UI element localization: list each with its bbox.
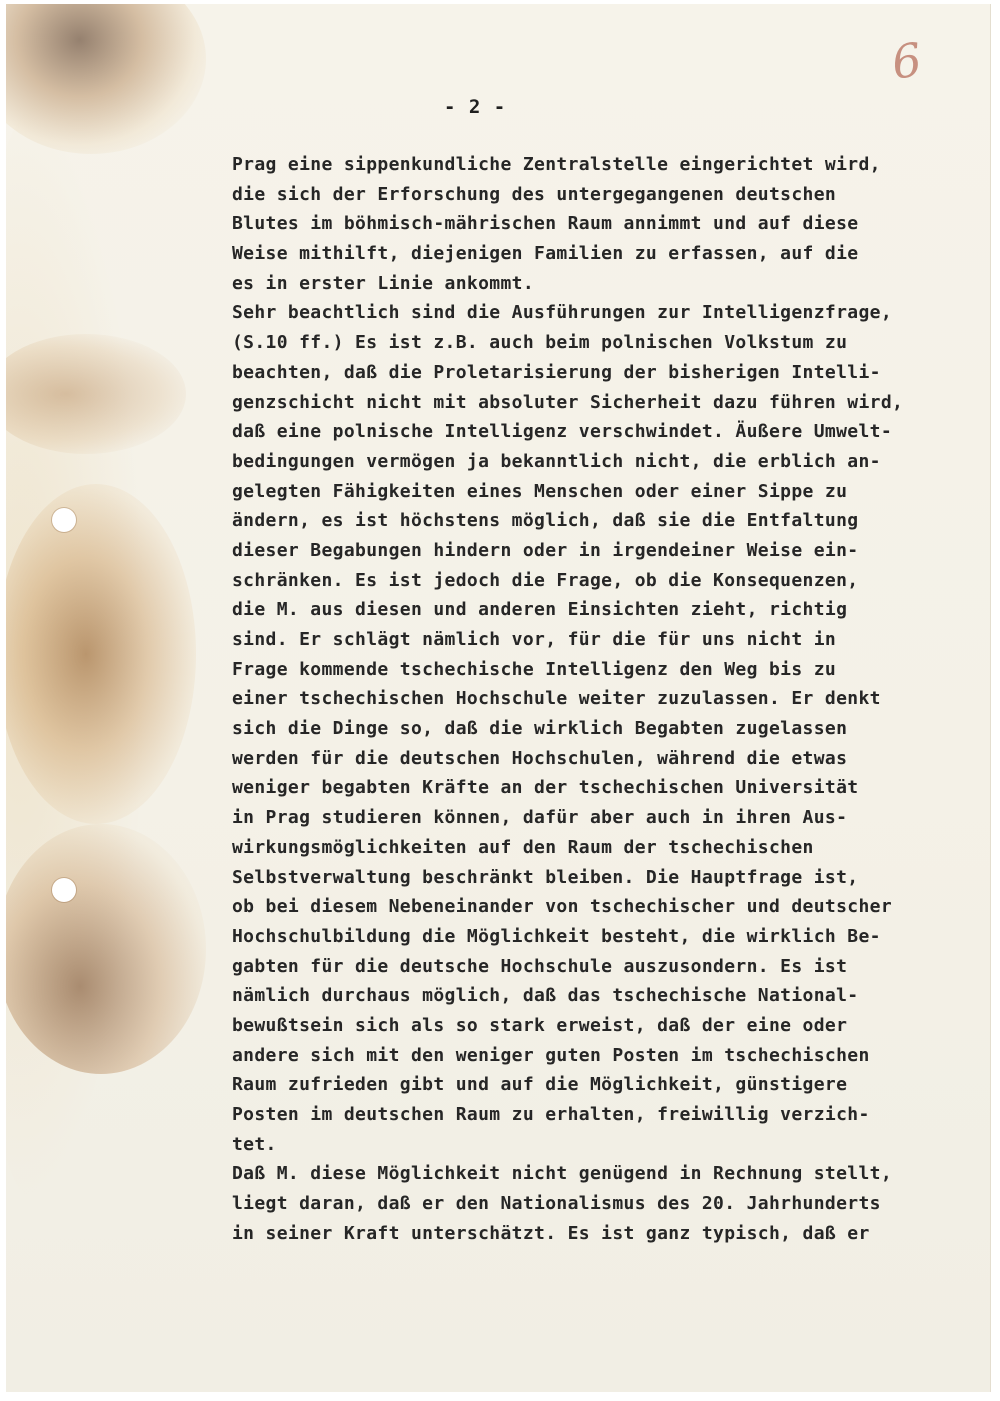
text-line: in Prag studieren können, dafür aber auch in ihren Aus-	[232, 807, 848, 829]
text-line: ob bei diesem Nebeneinander von tschechischer und deutscher	[232, 896, 893, 918]
text-line: Hochschulbildung die Möglichkeit besteht, die wirklich Be-	[232, 925, 881, 947]
punch-hole-upper	[52, 508, 76, 532]
text-line: schränken. Es ist jedoch die Frage, ob die Konsequenzen,	[232, 569, 859, 591]
text-line: einer tschechischen Hochschule weiter zuzulassen. Er denkt	[232, 688, 881, 710]
text-line: die M. aus diesen und anderen Einsichten zieht, richtig	[232, 599, 848, 621]
text-line: es in erster Linie ankommt.	[232, 272, 535, 294]
document-page	[6, 4, 991, 1392]
text-line: Frage kommende tschechische Intelligenz den Weg bis zu	[232, 658, 837, 680]
text-line: (S.10 ff.) Es ist z.B. auch beim polnischen Volkstum zu	[232, 332, 848, 354]
text-line: Posten im deutschen Raum zu erhalten, freiwillig verzich-	[232, 1104, 870, 1125]
burn-stain-top	[6, 4, 206, 154]
text-line: Selbstverwaltung beschränkt bleiben. Die Hauptfrage ist,	[232, 866, 859, 888]
text-line: sind. Er schlägt nämlich vor, für die für uns nicht in	[232, 629, 837, 650]
text-line: wirkungsmöglichkeiten auf den Raum der tschechischen	[232, 836, 814, 858]
text-line: gabten für die deutsche Hochschule auszusondern. Es ist	[232, 955, 848, 977]
text-line: sich die Dinge so, daß die wirklich Begabten zugelassen	[232, 718, 848, 740]
text-line: Sehr beachtlich sind die Ausführungen zur Intelligenzfrage,	[232, 302, 893, 324]
text-line: beachten, daß die Proletarisierung der bisherigen Intelli-	[232, 361, 881, 383]
text-line: andere sich mit den weniger guten Posten im tschechischen	[232, 1044, 870, 1066]
text-line: werden für die deutschen Hochschulen, während die etwas	[232, 747, 848, 769]
text-line: gelegten Fähigkeiten eines Menschen oder einer Sippe zu	[232, 480, 848, 502]
text-line: liegt daran, daß er den Nationalismus des 20. Jahrhunderts	[232, 1193, 881, 1215]
text-line: daß eine polnische Intelligenz verschwindet. Äußere Umwelt-	[232, 421, 893, 443]
text-line: genzschicht nicht mit absoluter Sicherheit dazu führen wird,	[232, 391, 904, 413]
punch-hole-lower	[52, 878, 76, 902]
text-line: nämlich durchaus möglich, daß das tschechische National-	[232, 985, 859, 1007]
age-discoloration	[6, 104, 146, 1204]
text-line: dieser Begabungen hindern oder in irgendeiner Weise ein-	[232, 539, 859, 561]
text-line: Daß M. diese Möglichkeit nicht genügend in Rechnung stellt,	[232, 1163, 893, 1185]
text-line: in seiner Kraft unterschätzt. Es ist ganz typisch, daß er	[232, 1222, 870, 1244]
text-line: ändern, es ist höchstens möglich, daß sie die Entfaltung	[232, 510, 859, 532]
text-line: Raum zufrieden gibt und auf die Möglichkeit, günstigere	[232, 1074, 848, 1096]
burn-stain-streak	[6, 334, 186, 454]
text-line: tet.	[232, 1133, 277, 1155]
burn-stain-middle	[6, 484, 196, 824]
text-line: bedingungen vermögen ja bekanntlich nicht, die erblich an-	[232, 450, 881, 472]
text-line: bewußtsein sich als so stark erweist, daß der eine oder	[232, 1014, 848, 1036]
text-line: Prag eine sippenkundliche Zentralstelle eingerichtet wird,	[232, 154, 881, 175]
text-line: die sich der Erforschung des untergegangenen deutschen	[232, 183, 837, 205]
handwritten-page-mark: 6	[888, 32, 925, 90]
text-line: weniger begabten Kräfte an der tschechischen Universität	[232, 777, 859, 799]
text-line: Blutes im böhmisch-mährischen Raum annimmt und auf diese	[232, 213, 859, 235]
burn-stain-lower	[6, 824, 206, 1074]
page-number: - 2 -	[444, 96, 507, 118]
typewritten-body	[232, 150, 903, 1248]
text-line: Weise mithilft, diejenigen Familien zu erfassen, auf die	[232, 243, 859, 265]
